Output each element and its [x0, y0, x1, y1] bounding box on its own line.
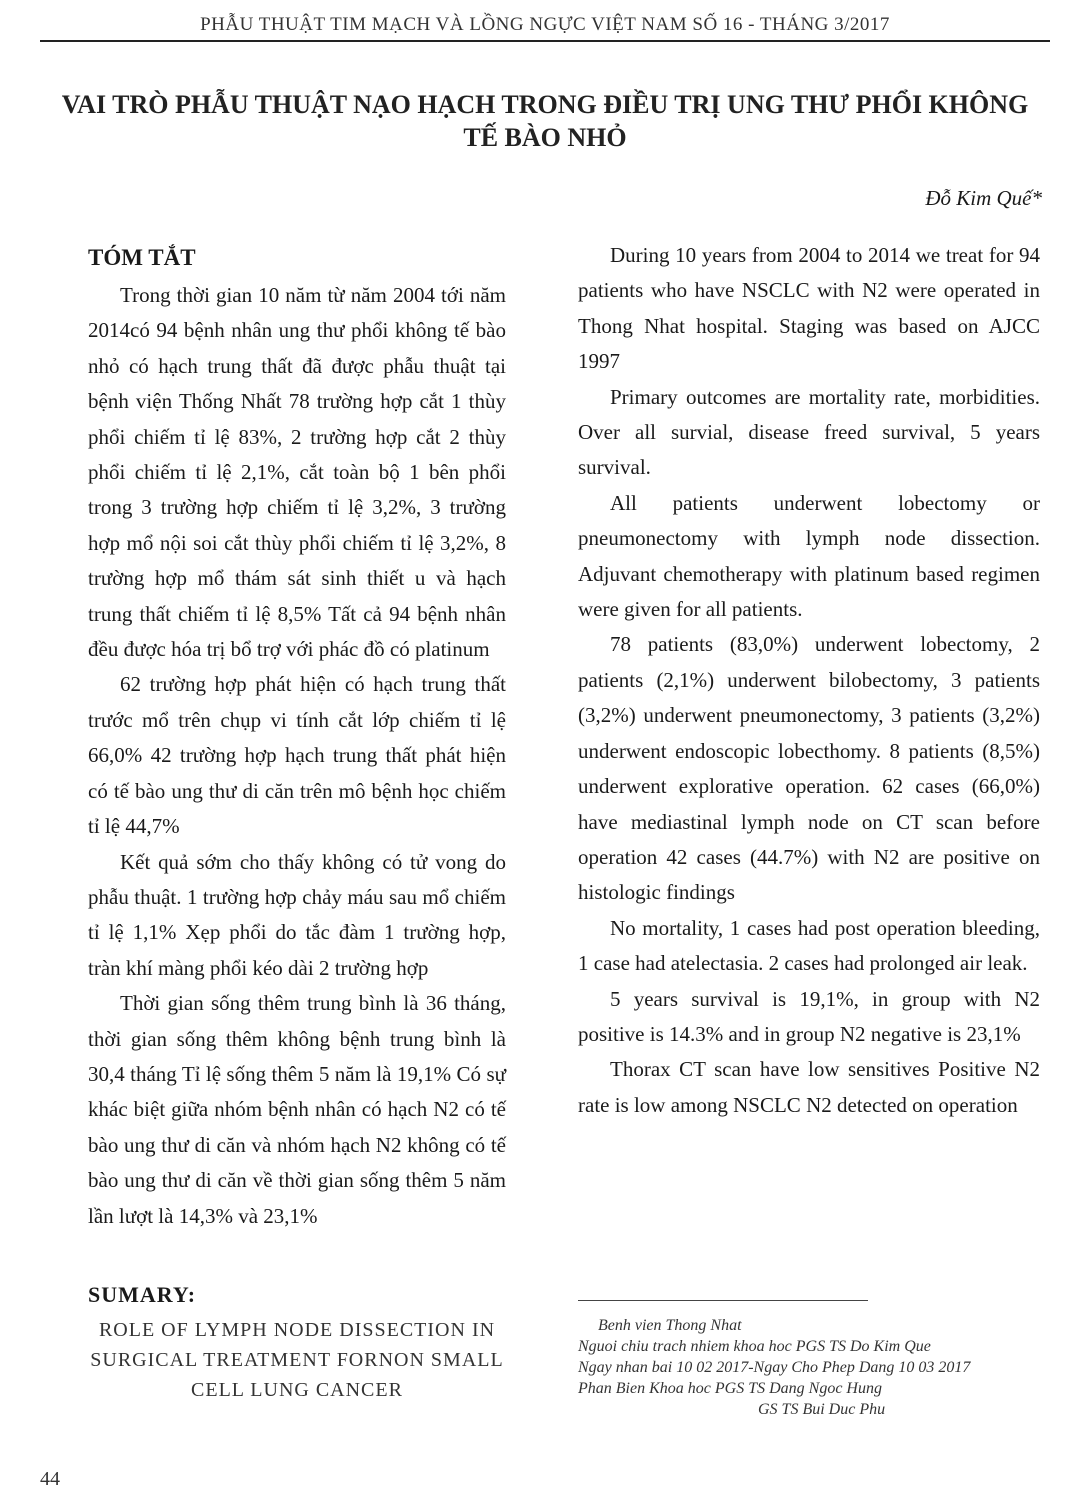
paragraph: Trong thời gian 10 năm từ năm 2004 tới năm 2014có 94 bệnh nhân ung thư phổi không tế bào nhỏ có hạch trung thất đã được phẫu thuật tại bệnh viện Thống Nhất 78 trường hợp cắt 1 thùy phổi chiếm tỉ lệ 83%, 2 trường hợp cắt 2 thùy phổi chiếm tỉ lệ 2,1%, cắt toàn bộ 1 bên phổi trong 3 trường hợp chiếm tỉ lệ 3,2%, 3 trường hợp mổ nội soi cắt thùy phổi chiếm tỉ lệ 3,2%, 8 trường hợp mổ thám sát sinh thiết u và hạch trung thất chiếm tỉ lệ 8,5% Tất cả 94 bệnh nhân đều được hóa trị bổ trợ với phác đồ có platinum [88, 283, 506, 662]
paragraph: 62 trường hợp phát hiện có hạch trung thất trước mổ trên chụp vi tính cắt lớp chiếm tỉ lệ 66,0% 42 trường hợp hạch trung thất phát hiện có tế bào ung thư di căn trên mô bệnh học chiếm tỉ lệ 44,7% [88, 672, 506, 839]
page-number: 44 [40, 1468, 60, 1490]
footnote-rule [578, 1300, 868, 1301]
footnote-line: Phan Bien Khoa hoc PGS TS Dang Ngoc Hung [578, 1380, 882, 1397]
running-header: PHẪU THUẬT TIM MẠCH VÀ LỒNG NGỰC VIỆT NAM SỐ 16 - THÁNG 3/2017 [200, 14, 890, 35]
footnote [578, 1315, 1048, 1420]
abstract-heading: TÓM TẮT [88, 245, 196, 270]
article-title: VAI TRÒ PHẪU THUẬT NẠO HẠCH TRONG ĐIỀU TRỊ UNG THƯ PHỔI KHÔNG TẾ BÀO NHỎ [61, 90, 1029, 152]
paragraph: All patients underwent lobectomy or pneumonectomy with lymph node dissection. Adjuvant chemotherapy with platinum based regimen were given for all patients. [578, 490, 1040, 622]
abstract-vietnamese [88, 238, 506, 1234]
paragraph: During 10 years from 2004 to 2014 we treat for 94 patients who have NSCLC with N2 were operated in Thong Nhat hospital. Staging was based on AJCC 1997 [578, 243, 1040, 374]
paragraph: Primary outcomes are mortality rate, morbidities. Over all survial, disease freed survival, 5 years survival. [578, 384, 1040, 480]
summary-heading: SUMARY: [88, 1282, 197, 1307]
author: Đỗ Kim Quế* [925, 186, 1042, 210]
abstract-english [578, 238, 1040, 1123]
paragraph: Thorax CT scan have low sensitives Positive N2 rate is low among NSCLC N2 detected on operation [578, 1057, 1040, 1117]
header-rule [40, 40, 1050, 42]
paragraph: No mortality, 1 cases had post operation bleeding, 1 case had atelectasia. 2 cases had prolonged air leak. [578, 915, 1040, 976]
paragraph: 78 patients (83,0%) underwent lobectomy, 2 patients (2,1%) underwent bilobectomy, 3 patients (3,2%) underwent pneumonectomy, 3 patients (3,2%) underwent endoscopic lobecthomy. 8 patients (8,5%) underwent explorative operation. 62 cases (66,0%) have mediastinal lymph node on CT scan before operation 42 cases (44.7%) with N2 are positive on histologic findings [578, 632, 1040, 905]
paragraph: Kết quả sớm cho thấy không có tử vong do phẫu thuật. 1 trường hợp chảy máu sau mổ chiếm tỉ lệ 1,1% Xẹp phổi do tắc đàm 1 trường hợp, tràn khí màng phổi kéo dài 2 trường hợp [88, 849, 506, 980]
footnote-line: Nguoi chiu trach nhiem khoa hoc PGS TS Do Kim Que [578, 1338, 931, 1355]
footnote-line: Benh vien Thong Nhat [598, 1317, 742, 1334]
summary-title: ROLE OF LYMPH NODE DISSECTION IN SURGICAL TREATMENT FORNON SMALL CELL LUNG CANCER [90, 1319, 504, 1401]
footnote-line: Ngay nhan bai 10 02 2017-Ngay Cho Phep Dang 10 03 2017 [578, 1359, 971, 1376]
paragraph: 5 years survival is 19,1%, in group with N2 positive is 14.3% and in group N2 negative is 23,1% [578, 986, 1040, 1046]
paragraph: Thời gian sống thêm trung bình là 36 tháng, thời gian sống thêm không bệnh trung bình là 30,4 tháng Tỉ lệ sống thêm 5 năm là 19,1% Có sự khác biệt giữa nhóm bệnh nhân có hạch N2 có tế bào ung thư di căn và nhóm hạch N2 không có tế bào ung thư di căn về thời gian sống thêm 5 năm lần lượt là 14,3% và 23,1% [88, 991, 506, 1228]
footnote-line: GS TS Bui Duc Phu [758, 1401, 886, 1418]
